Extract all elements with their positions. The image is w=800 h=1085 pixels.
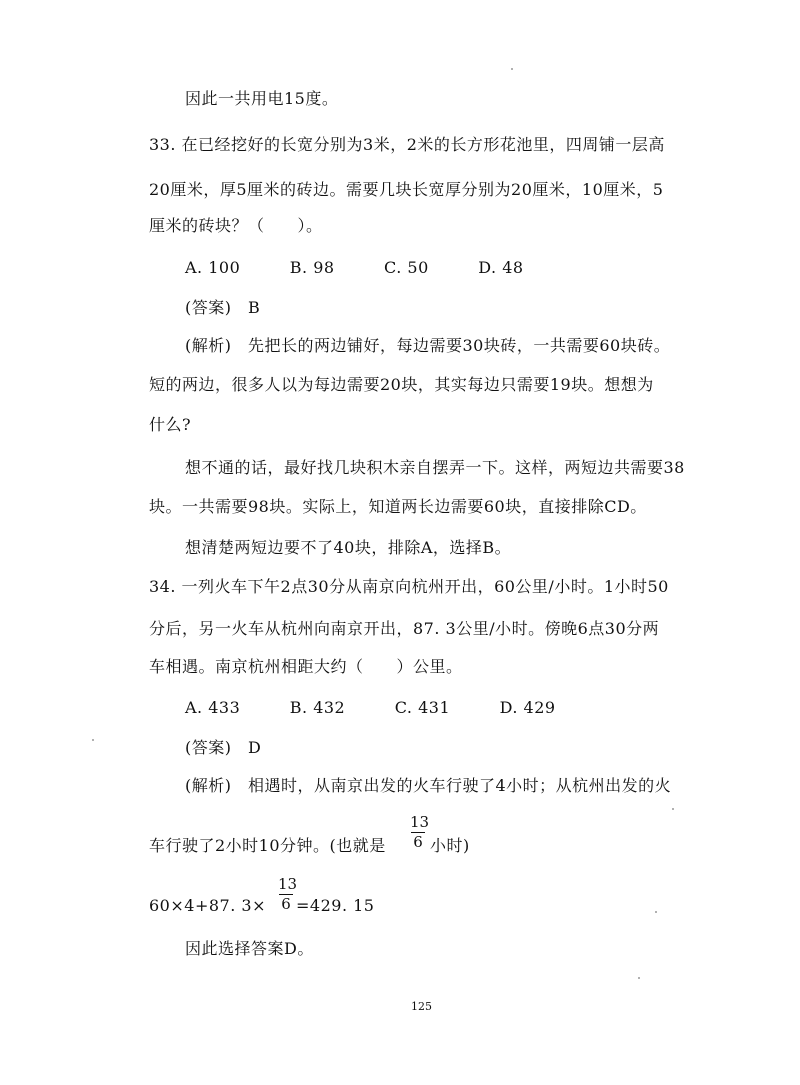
question-33-analysis-4: 想不通的话，最好找几块积木亲自摆弄一下。这样，两短边共需要38 [185, 458, 685, 477]
question-34-line-1: 34. 一列火车下午2点30分从南京向杭州开出，60公里/小时。1小时50 [149, 577, 669, 596]
page-number: 125 [411, 1000, 432, 1013]
fraction-1-denominator: 6 [413, 833, 423, 851]
question-33-analysis-5: 块。一共需要98块。实际上，知道两长边需要60块，直接排除CD。 [149, 497, 647, 516]
conclusion-line: 因此选择答案D。 [185, 939, 314, 958]
scan-speck [672, 808, 674, 810]
question-34-answer: (答案) D [185, 738, 262, 757]
line-1: 因此一共用电15度。 [185, 89, 339, 108]
fraction-2-denominator: 6 [281, 895, 291, 913]
question-34-analysis-1: (解析) 相遇时，从南京出发的火车行驶了4小时；从杭州出发的火 [185, 776, 672, 795]
scan-speck [511, 68, 513, 70]
question-33-line-1: 33. 在已经挖好的长宽分别为3米，2米的长方形花池里，四周铺一层高 [149, 135, 665, 154]
formula-part-2: =429. 15 [296, 896, 375, 915]
formula-part-1: 60×4+87. 3× [149, 896, 266, 915]
fraction-2-numerator: 13 [278, 875, 298, 893]
question-34-line-3: 车相遇。南京杭州相距大约（ ）公里。 [149, 657, 463, 676]
question-34-analysis-2b: 小时) [430, 836, 470, 855]
scan-speck [655, 911, 657, 913]
question-34-analysis-2a: 车行驶了2小时10分钟。(也就是 [149, 836, 386, 855]
fraction-1-numerator: 13 [410, 813, 430, 831]
scan-speck [92, 739, 94, 741]
question-33-answer: (答案) B [185, 298, 261, 317]
question-33-options: A. 100 B. 98 C. 50 D. 48 [185, 258, 524, 277]
question-33-line-3: 厘米的砖块？（ ）。 [149, 216, 323, 235]
question-33-analysis-1: (解析) 先把长的两边铺好，每边需要30块砖，一共需要60块砖。 [185, 336, 671, 355]
question-33-line-2: 20厘米，厚5厘米的砖边。需要几块长宽厚分别为20厘米，10厘米，5 [149, 180, 664, 199]
question-33-analysis-3: 什么? [149, 415, 192, 434]
question-34-line-2: 分后，另一火车从杭州向南京开出，87. 3公里/小时。傍晚6点30分两 [149, 619, 660, 638]
question-34-options: A. 433 B. 432 C. 431 D. 429 [185, 698, 556, 717]
question-33-analysis-6: 想清楚两短边要不了40块，排除A，选择B。 [185, 538, 512, 557]
scan-speck [638, 977, 640, 979]
question-33-analysis-2: 短的两边，很多人以为每边需要20块，其实每边只需要19块。想想为 [149, 375, 654, 394]
